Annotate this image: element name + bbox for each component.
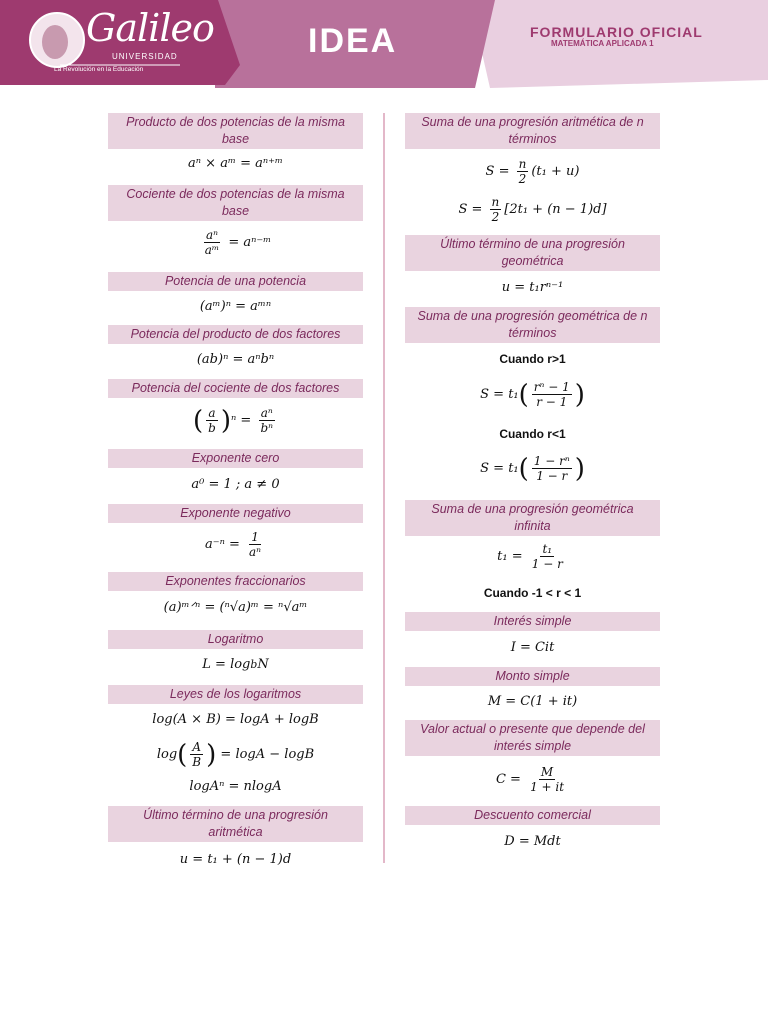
formula: I = Cit [510,640,555,655]
column-divider [383,113,385,863]
formula-part: ⁿ = [231,413,256,428]
label: Descuento comercial [405,806,660,825]
formula-part: S = [458,202,487,217]
formula [405,195,660,224]
formula [108,657,363,672]
formula: S = t₁ ( $\frac{\text{1 − rⁿ}}{1 - r}$ ) [480,453,585,484]
formula: S = t₁ ( $\frac{\text{rⁿ − 1}}{r - 1}$ ) [480,379,585,410]
label: Exponente negativo [108,504,363,523]
label: Exponente cero [108,449,363,468]
denominator: aⁿ [249,545,262,559]
formula-part: S = [485,164,514,179]
numerator: aⁿ [260,406,273,420]
label: Logaritmo [108,630,363,649]
formula-part: a⁻ⁿ = [204,537,244,552]
denominator: b [208,421,216,435]
label: Potencia del producto de dos factores [108,325,363,344]
denominator: bⁿ [260,421,273,435]
numerator: n [518,157,527,171]
formula-part: S = t₁ [480,461,519,476]
label: Monto simple [405,667,660,686]
numerator: 1 − rⁿ [533,454,570,468]
formula: aⁿ × aᵐ = aⁿ⁺ᵐ [188,156,283,171]
logo-name: Galileo [86,6,214,50]
formula-part: N [257,657,269,672]
label: Suma de una progresión geométrica de n términos [405,307,660,343]
formula: log(A × B) = logA + logB [152,712,319,727]
numerator: M [540,765,554,779]
numerator: rⁿ − 1 [533,380,570,394]
label: Suma de una progresión geométrica infinita [405,500,660,536]
header-subtitle: MATEMÁTICA APLICADA 1 [551,39,654,48]
formula-part: C = [495,772,526,787]
label: Último término de una progresión geométrica [405,235,660,271]
condition-text: Cuando r<1 [499,427,566,441]
formula: u = t₁rⁿ⁻¹ [501,280,564,295]
label: Cociente de dos potencias de la misma base [108,185,363,221]
formula-part: (t₁ + u) [531,164,580,179]
formula [405,765,660,794]
formula: logAⁿ = nlogA [189,779,282,794]
formula: ( $\frac{a}{b}$ ) ⁿ = $\frac{\text{aⁿ}}{\text{bⁿ}}$ [193,405,273,436]
formula: D = Mdt [504,834,561,849]
denominator: 1 − r [536,469,568,483]
formula-part: L = log [202,657,251,672]
formula: (a)ᵐᐟⁿ = (ⁿ√a)ᵐ = ⁿ√aᵐ [163,600,308,615]
numerator: A [192,740,202,754]
label: Exponentes fraccionarios [108,572,363,591]
formula: M = C(1 + it) [487,694,578,709]
formula: (ab)ⁿ = aⁿbⁿ [196,352,275,367]
numerator: a [208,406,216,420]
denominator: 2 [518,172,527,186]
denominator: r − 1 [536,395,568,409]
denominator: B [192,755,202,769]
label: Interés simple [405,612,660,631]
label: Potencia de una potencia [108,272,363,291]
label: Valor actual o presente que depende del interés simple [405,720,660,756]
formula: log ( $\frac{A}{B}$ ) = logA − logB [156,739,315,770]
center-title: IDEA [308,22,398,60]
formula: (aᵐ)ⁿ = aᵐⁿ [199,299,272,314]
label: Potencia del cociente de dos factores [108,379,363,398]
formula: a⁰ = 1 ; a ≠ 0 [191,477,280,492]
formula-part: t₁ = [497,549,527,564]
formula [405,542,660,571]
formula-part: [2t₁ + (n − 1)d] [504,202,607,217]
formula [108,530,363,559]
header-title: FORMULARIO OFICIAL [530,24,703,40]
numerator: n [491,195,500,209]
denominator: 1 − r [531,557,563,571]
denominator: 2 [491,210,500,224]
logo-sub: UNIVERSIDAD [112,52,178,61]
condition-text: Cuando -1 < r < 1 [483,586,582,600]
numerator: aⁿ [205,228,218,242]
formula-part: = logA − logB [216,747,315,762]
formula-part: S = t₁ [480,387,519,402]
label: Producto de dos potencias de la misma base [108,113,363,149]
label: Leyes de los logaritmos [108,685,363,704]
condition-text: Cuando r>1 [499,352,566,366]
formula [405,157,660,186]
formula [108,228,363,257]
formula-subscript: b [250,658,258,671]
label: Suma de una progresión aritmética de n términos [405,113,660,149]
formula-part: = aⁿ⁻ᵐ [224,235,272,250]
formula: u = t₁ + (n − 1)d [179,852,292,867]
logo-tagline: La Revolución en la Educación [54,66,144,73]
numerator: t₁ [542,542,553,556]
formula-part: log [156,747,178,762]
denominator: aᵐ [204,243,220,257]
denominator: 1 + it [530,780,565,794]
label: Último término de una progresión aritmética [108,806,363,842]
numerator: 1 [251,530,259,544]
